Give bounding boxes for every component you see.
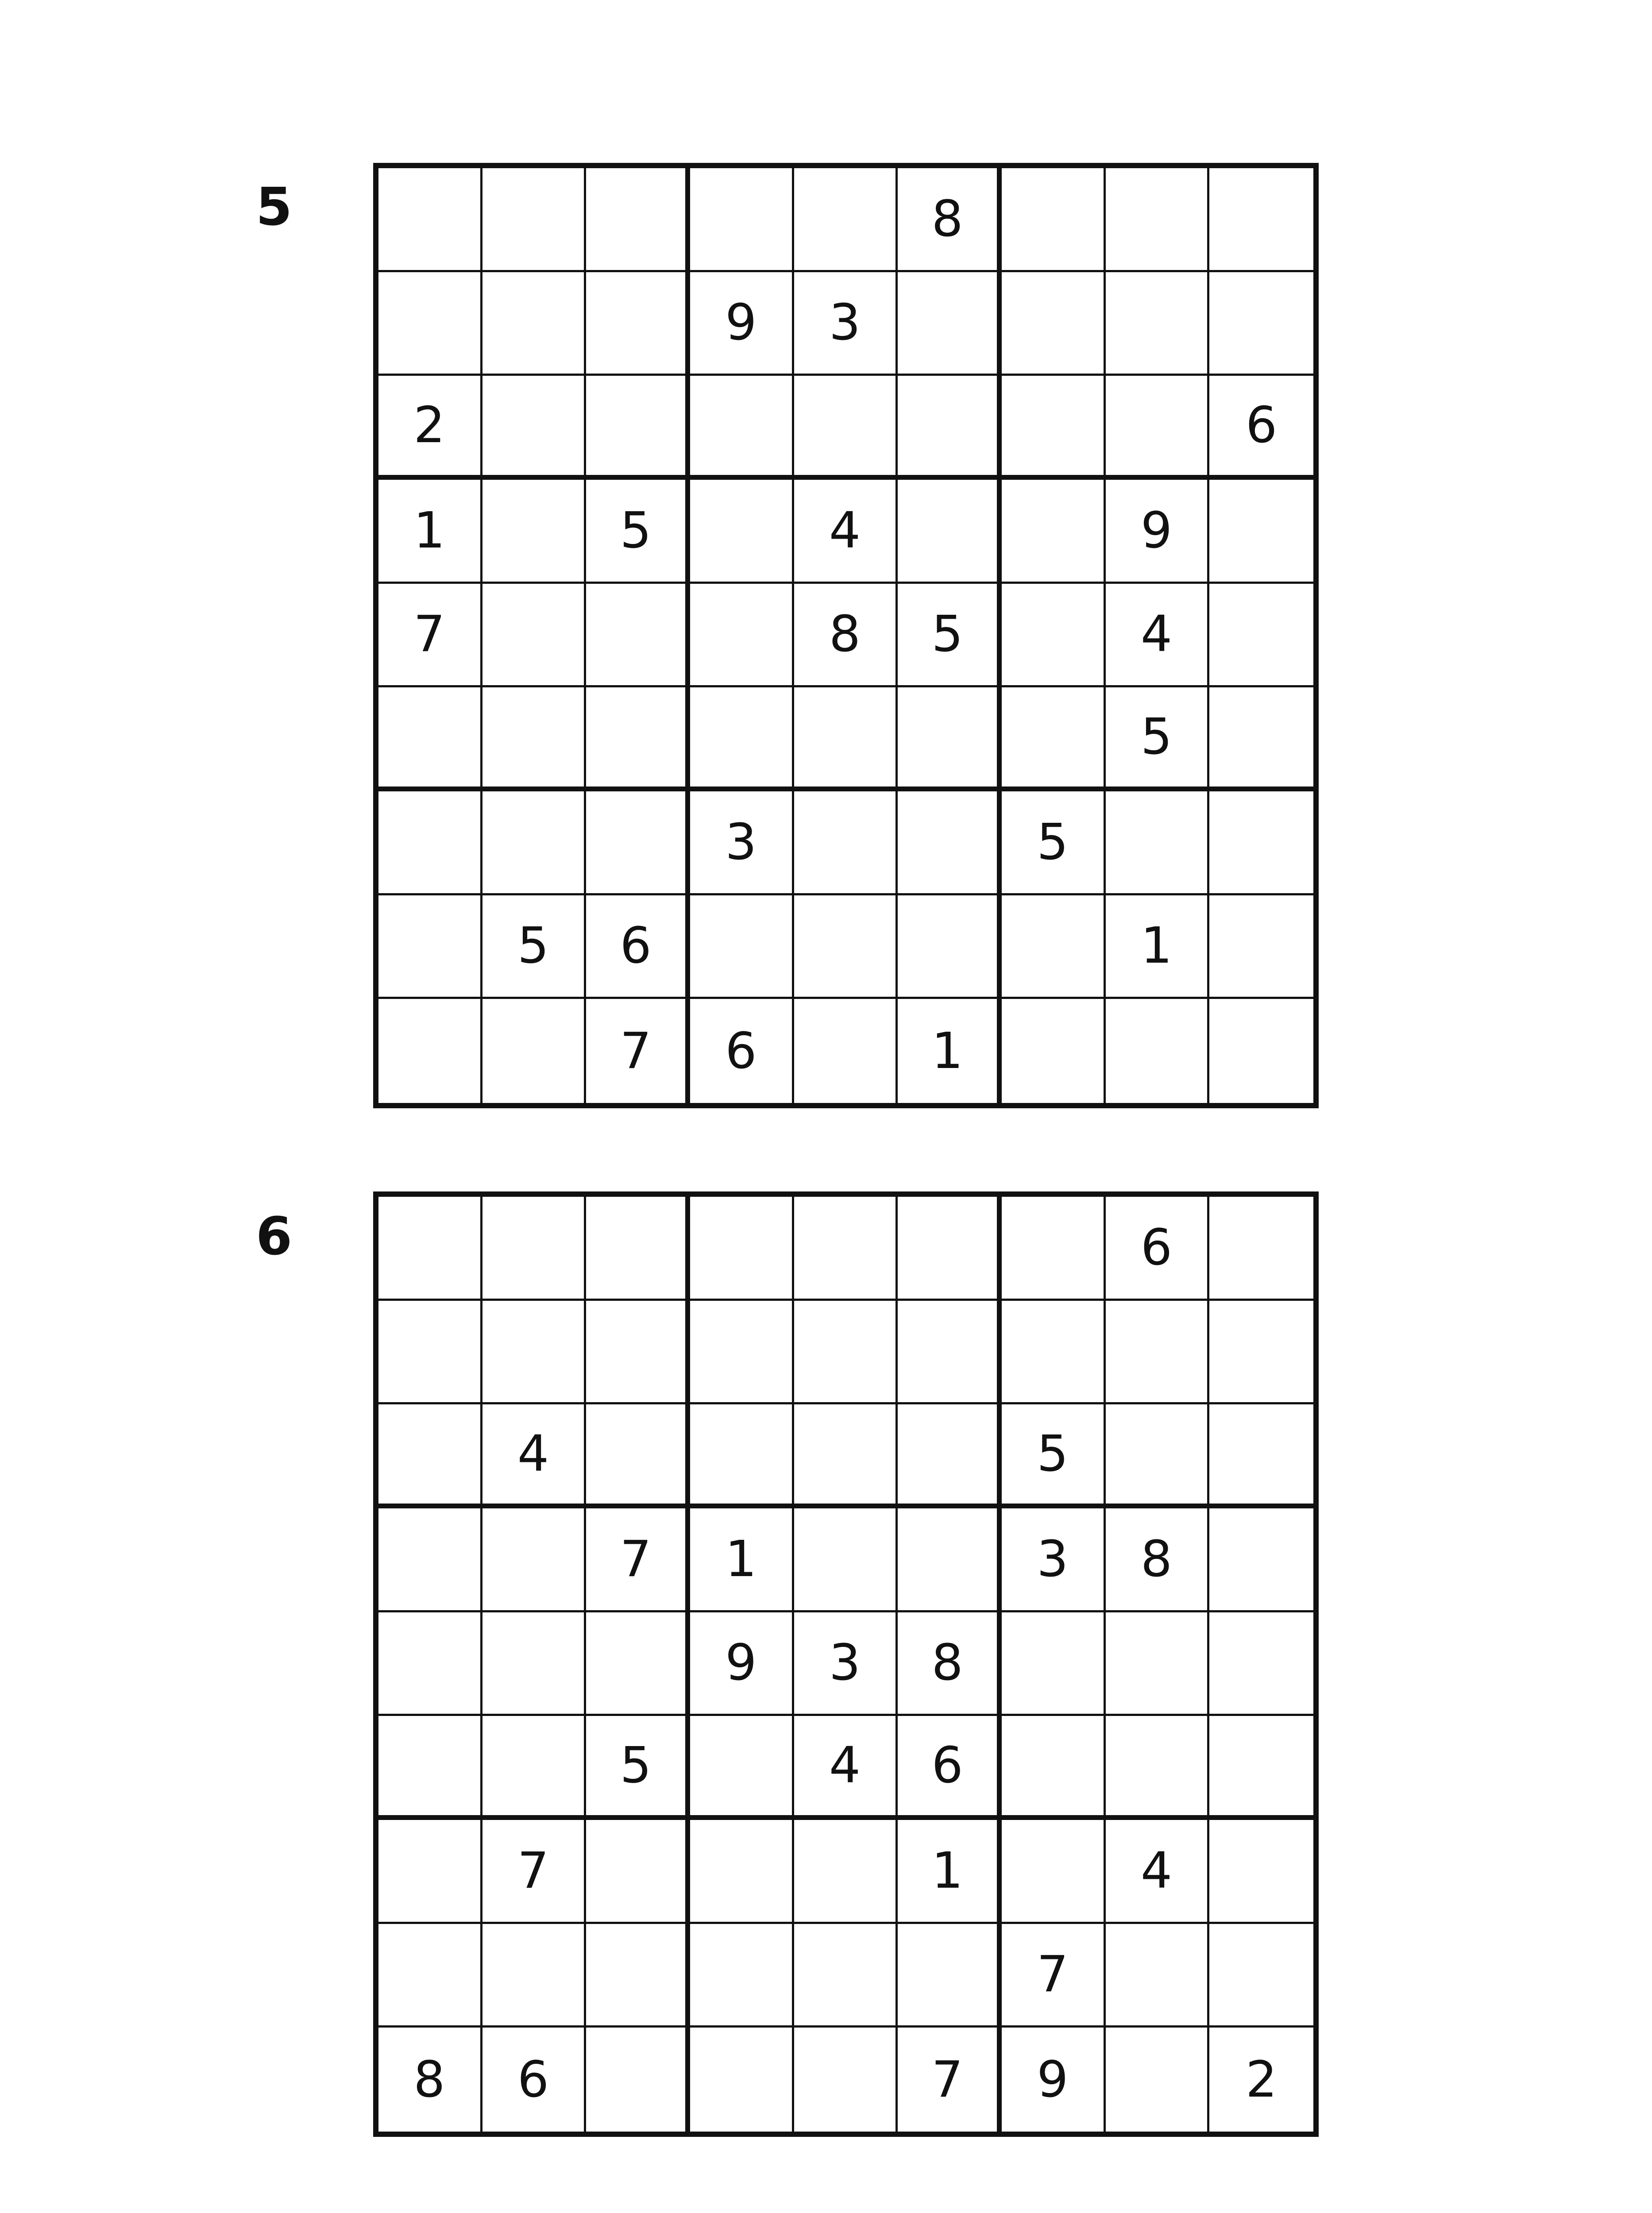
sudoku-cell [690,168,794,272]
sudoku-cell: 8 [1106,1508,1210,1612]
sudoku-cell [794,1924,898,2028]
sudoku-cell: 7 [586,1508,690,1612]
sudoku-cell [586,1197,690,1301]
sudoku-cell [586,791,690,895]
sudoku-cell [482,791,587,895]
sudoku-cell [1209,584,1313,688]
sudoku-cell [482,1508,587,1612]
sudoku-cell [898,687,1002,791]
sudoku-cell [378,168,482,272]
sudoku-cell: 5 [898,584,1002,688]
sudoku-cell [378,1508,482,1612]
sudoku-cell [1209,791,1313,895]
sudoku-cell: 5 [1002,1404,1106,1508]
sudoku-cell [1002,1612,1106,1716]
sudoku-cell [586,1820,690,1924]
sudoku-cell: 5 [586,1716,690,1820]
sudoku-cell [378,999,482,1103]
sudoku-cell: 6 [586,895,690,999]
sudoku-cell [378,1404,482,1508]
sudoku-cell: 6 [1209,376,1313,480]
sudoku-cell: 4 [794,1716,898,1820]
sudoku-cell [690,1716,794,1820]
sudoku-cell: 5 [1106,687,1210,791]
sudoku-cell [1209,1612,1313,1716]
sudoku-cell: 5 [482,895,587,999]
sudoku-cell: 7 [898,2028,1002,2132]
sudoku-cell [690,687,794,791]
sudoku-cell: 9 [690,272,794,376]
sudoku-cell [1106,999,1210,1103]
sudoku-cell [794,1197,898,1301]
sudoku-cell [586,376,690,480]
sudoku-cell [898,1924,1002,2028]
sudoku-cell [794,2028,898,2132]
sudoku-cell [586,1404,690,1508]
sudoku-cell [1002,168,1106,272]
sudoku-cell: 9 [1002,2028,1106,2132]
sudoku-cell [1209,168,1313,272]
sudoku-cell [1002,1716,1106,1820]
sudoku-cell [1002,999,1106,1103]
sudoku-cell [794,895,898,999]
sudoku-cell [690,480,794,584]
sudoku-cell: 3 [794,1612,898,1716]
sudoku-cell [482,168,587,272]
puzzle-number: 6 [256,1206,293,1267]
sudoku-cell [482,376,587,480]
sudoku-cell: 4 [1106,1820,1210,1924]
sudoku-cell [586,272,690,376]
sudoku-cell: 2 [1246,2051,1278,2109]
sudoku-cell [482,1197,587,1301]
sudoku-cell [1209,1197,1313,1301]
sudoku-cell [794,791,898,895]
sudoku-cell [898,1197,1002,1301]
sudoku-cell [586,1612,690,1716]
sudoku-cell [378,791,482,895]
sudoku-cell [794,999,898,1103]
sudoku-cell [1106,376,1210,480]
sudoku-cell: 6 [1106,1197,1210,1301]
sudoku-cell [482,1612,587,1716]
sudoku-cell [1002,376,1106,480]
sudoku-cell [1209,480,1313,584]
sudoku-cell [1209,895,1313,999]
sudoku-cell [898,376,1002,480]
sudoku-cell [586,1924,690,2028]
sudoku-cell [898,1508,1002,1612]
sudoku-cell [1002,1301,1106,1405]
sudoku-cell [898,895,1002,999]
sudoku-cell [1106,1404,1210,1508]
sudoku-cell [1106,1716,1210,1820]
sudoku-cell [794,1404,898,1508]
sudoku-cell: 7 [586,999,690,1103]
sudoku-cell [378,687,482,791]
puzzle-number: 5 [256,176,293,237]
sudoku-cell: 9 [690,1612,794,1716]
sudoku-cell [1002,480,1106,584]
sudoku-cell [378,272,482,376]
sudoku-cell [690,376,794,480]
sudoku-cell [482,1924,587,2028]
sudoku-cell [378,1924,482,2028]
sudoku-cell [586,687,690,791]
sudoku-cell [586,2028,690,2132]
sudoku-cell [482,687,587,791]
sudoku-cell [794,687,898,791]
sudoku-cell [1209,1508,1313,1612]
sudoku-cell: 1 [378,480,482,584]
sudoku-cell: 5 [1002,791,1106,895]
sudoku-grid [373,163,1319,1108]
sudoku-cell [690,2028,794,2132]
sudoku-grid [373,1191,1319,2137]
sudoku-cell [1209,1301,1313,1405]
sudoku-cell [794,168,898,272]
sudoku-cell: 7 [482,1820,587,1924]
sudoku-cell [898,791,1002,895]
sudoku-cell: 8 [898,1612,1002,1716]
sudoku-cell [1106,1924,1210,2028]
sudoku-cell [690,1820,794,1924]
sudoku-cell: 9 [1106,480,1210,584]
sudoku-cell [378,1820,482,1924]
sudoku-cell: 7 [1002,1924,1106,2028]
sudoku-cell [586,168,690,272]
sudoku-cell [482,1301,587,1405]
sudoku-cell [1209,1924,1313,2028]
sudoku-cell [690,1197,794,1301]
sudoku-cell: 6 [898,1716,1002,1820]
sudoku-cell [794,1508,898,1612]
sudoku-cell [690,584,794,688]
sudoku-cell [1209,1404,1313,1508]
sudoku-cell [690,1404,794,1508]
sudoku-cell [1106,1301,1210,1405]
sudoku-cell: 6 [690,999,794,1103]
sudoku-cell [1002,1197,1106,1301]
sudoku-cell [690,1301,794,1405]
sudoku-cell [898,480,1002,584]
sudoku-cell [690,895,794,999]
sudoku-cell: 8 [378,2028,482,2132]
sudoku-cell [378,1197,482,1301]
sudoku-cell [898,1404,1002,1508]
sudoku-cell [586,584,690,688]
sudoku-cell: 4 [482,1404,587,1508]
sudoku-cell [1106,791,1210,895]
sudoku-cell [378,1612,482,1716]
sudoku-cell: 8 [794,584,898,688]
sudoku-cell [1002,1820,1106,1924]
sudoku-cell: 8 [898,168,1002,272]
sudoku-cell [1106,168,1210,272]
sudoku-cell: 1 [690,1508,794,1612]
sudoku-cell: 6 [482,2028,587,2132]
sudoku-cell: 1 [898,999,1002,1103]
sudoku-cell [1106,2028,1210,2132]
sudoku-cell [1002,895,1106,999]
sudoku-cell: 3 [1002,1508,1106,1612]
sudoku-cell [378,1301,482,1405]
sudoku-cell [794,1301,898,1405]
sudoku-cell: 1 [1106,895,1210,999]
sudoku-cell: 1 [898,1820,1002,1924]
sudoku-cell [794,1820,898,1924]
sudoku-cell [794,376,898,480]
sudoku-cell [1209,687,1313,791]
sudoku-cell [586,1301,690,1405]
sudoku-cell [898,1301,1002,1405]
sudoku-cell [482,1716,587,1820]
sudoku-cell [1209,272,1313,376]
sudoku-cell [1209,1820,1313,1924]
sudoku-cell [898,272,1002,376]
sudoku-cell: 4 [794,480,898,584]
sudoku-cell [1106,272,1210,376]
sudoku-cell: 4 [1106,584,1210,688]
sudoku-cell [482,272,587,376]
sudoku-cell [482,999,587,1103]
sudoku-cell [378,1716,482,1820]
sudoku-cell [482,480,587,584]
sudoku-cell: 2 [378,376,482,480]
sudoku-cell [1002,584,1106,688]
sudoku-cell [378,895,482,999]
sudoku-cell [1002,272,1106,376]
sudoku-cell: 3 [794,272,898,376]
sudoku-cell [1209,1716,1313,1820]
sudoku-cell [690,1924,794,2028]
sudoku-cell [1002,687,1106,791]
sudoku-cell: 5 [586,480,690,584]
sudoku-cell: 3 [690,791,794,895]
sudoku-cell [482,584,587,688]
sudoku-cell [1209,999,1313,1103]
sudoku-cell: 7 [378,584,482,688]
sudoku-cell [1106,1612,1210,1716]
